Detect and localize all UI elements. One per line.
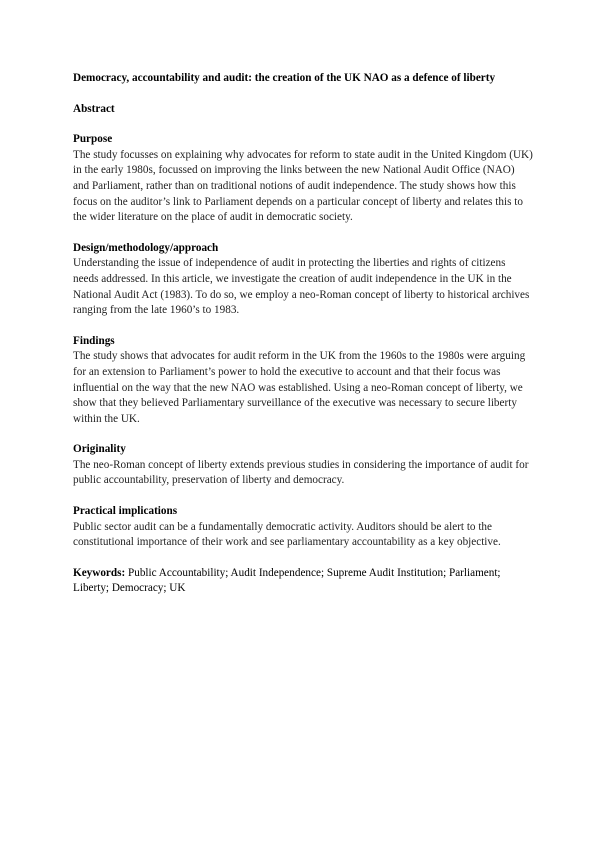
section-heading-practical-implications: Practical implications	[73, 505, 178, 518]
section-body-findings: The study shows that advocates for audit reform in the UK from the 1960s to the 1980s were arguing for an extension to Parliament’s power to hold the executive to account and that their focus was influential on the way that the new NAO was established. Using a neo-Roman concept of liberty, we show that they believed Parliamentary surveillance of the executive was necessary to secure liberty within the UK.	[73, 350, 526, 425]
keywords-text: Public Accountability; Audit Independence; Supreme Audit Institution; Parliament; Liberty; Democracy; UK	[73, 566, 501, 595]
section-originality	[73, 442, 533, 489]
document-title: Democracy, accountability and audit: the creation of the UK NAO as a defence of liberty	[73, 72, 496, 84]
section-heading-design: Design/methodology/approach	[73, 241, 219, 254]
section-findings	[73, 334, 533, 428]
section-body-originality: The neo-Roman concept of liberty extends previous studies in considering the importance of audit for public accountability, preservation of liberty and democracy.	[73, 458, 529, 487]
section-heading-purpose: Purpose	[73, 133, 113, 146]
section-purpose	[73, 132, 533, 226]
section-body-design: Understanding the issue of independence of audit in protecting the liberties and rights of citizens needs addressed. In this article, we investigate the creation of audit independence in the UK in the National Audit Act (1983). To do so, we employ a neo-Roman concept of liberty to historical archives ranging from the late 1960’s to 1983.	[73, 257, 530, 317]
document-page	[73, 71, 533, 608]
keywords-paragraph	[73, 566, 533, 597]
section-practical-implications	[73, 504, 533, 551]
section-heading-findings: Findings	[73, 334, 115, 347]
keywords-label: Keywords:	[73, 566, 126, 579]
section-body-purpose: The study focusses on explaining why advocates for reform to state audit in the United Kingdom (UK) in the early 1980s, focussed on improving the links between the new National Audit Office (NAO) and Parliament, rather than on traditional notions of audit independence. The study shows how this focus on the auditor’s link to Parliament depends on a particular concept of liberty and relates this to the wider literature on the place of audit in democratic society.	[73, 148, 533, 224]
section-design	[73, 241, 533, 319]
section-body-practical-implications: Public sector audit can be a fundamentally democratic activity. Auditors should be alert to the constitutional importance of their work and see parliamentary accountability as a key objective.	[73, 520, 501, 549]
section-heading-originality: Originality	[73, 443, 126, 456]
abstract-heading: Abstract	[73, 102, 115, 115]
